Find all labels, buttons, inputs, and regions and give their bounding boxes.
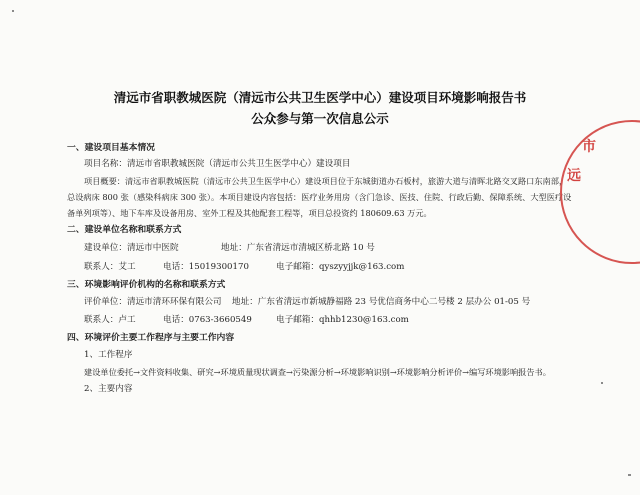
scan-speck xyxy=(12,10,14,12)
scan-speck xyxy=(601,382,603,384)
section-1-heading: 一、建设项目基本情况 xyxy=(67,143,155,153)
section-4-heading: 四、环境评价主要工作程序与主要工作内容 xyxy=(67,333,235,343)
project-overview-line-3: 备单列项等）、地下车库及设备用房、室外工程及其他配套工程等，项目总投资约 180609.63 万元。 xyxy=(67,208,432,218)
evaluation-address: 地址：广东省清远市新城静福路 23 号优信商务中心二号楼 2 层办公 01-05 号 xyxy=(232,297,531,307)
seal-char-1: 市 xyxy=(582,139,596,155)
scan-speck xyxy=(628,474,631,476)
construction-contact: 联系人：艾工 xyxy=(84,262,136,272)
project-overview-line-2: 总设病床 800 张（感染科病床 300 张）。本项目建设内容包括：医疗业务用房（含门急诊、医技、住院、行政后勤、保障系统、大型医疗设 xyxy=(67,192,572,202)
construction-email: 电子邮箱：qyszyyjjk@163.com xyxy=(276,262,405,272)
section-3-heading: 三、环境影响评价机构的名称和联系方式 xyxy=(67,280,226,290)
work-procedure-text: 建设单位委托→文件资料收集、研究→环境质量现状调查→污染源分析→环境影响识别→环境影响分析评价→编写环境影响报告书。 xyxy=(84,367,551,377)
document-title: 清远市省职教城医院（清远市公共卫生医学中心）建设项目环境影响报告书 xyxy=(113,90,527,105)
work-procedure-subheading: 1、工作程序 xyxy=(84,350,133,360)
project-name-line: 项目名称：清远市省职教城医院（清远市公共卫生医学中心）建设项目 xyxy=(84,159,351,169)
official-seal-stamp xyxy=(560,120,640,264)
evaluation-unit: 评价单位：清远市清环环保有限公司 xyxy=(84,297,222,307)
construction-address: 地址：广东省清远市清城区桥北路 10 号 xyxy=(221,243,375,253)
section-2-heading: 二、建设单位名称和联系方式 xyxy=(67,225,182,235)
evaluation-email: 电子邮箱：qhhb1230@163.com xyxy=(276,315,409,325)
evaluation-contact: 联系人：卢工 xyxy=(84,315,136,325)
evaluation-phone: 电话：0763-3660549 xyxy=(163,315,252,325)
construction-phone: 电话：15019300170 xyxy=(163,262,249,272)
construction-unit: 建设单位：清远市中医院 xyxy=(84,243,179,253)
main-content-subheading: 2、主要内容 xyxy=(84,384,133,394)
document-subtitle: 公众参与第一次信息公示 xyxy=(251,111,389,126)
project-overview-line-1: 项目概要：清远市省职教城医院（清远市公共卫生医学中心）建设项目位于东城街道办石板村，旅游大道与清晖北路交叉路口东南部， xyxy=(84,176,568,186)
seal-char-2: 远 xyxy=(567,168,581,184)
